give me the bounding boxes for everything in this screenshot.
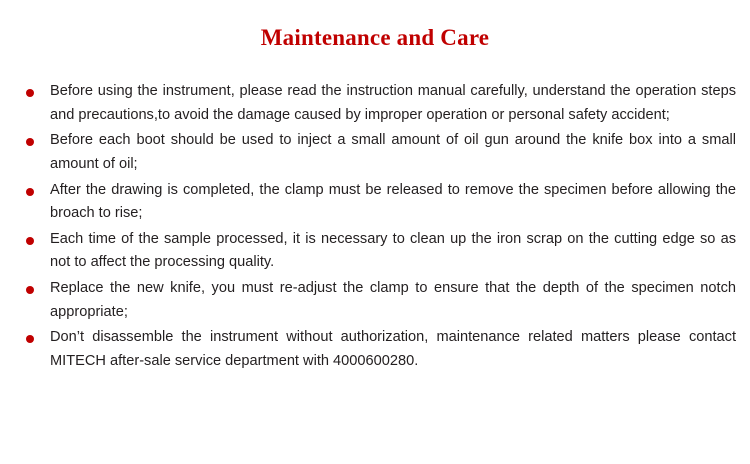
list-item-text: Each time of the sample processed, it is necessary to clean up the iron scrap on the cutting edge so as not to affect the processing quality. — [50, 230, 736, 271]
bullet-dot-icon — [10, 129, 50, 146]
bullet-dot-icon — [10, 179, 50, 196]
list-item — [10, 80, 738, 127]
list-item — [10, 228, 738, 275]
bullet-dot-icon — [10, 326, 50, 343]
list-item — [10, 179, 738, 226]
list-item — [10, 129, 738, 176]
bullet-dot-icon — [10, 80, 50, 97]
list-item-text: Before using the instrument, please read the instruction manual carefully, understand the operation steps and precautions,to avoid the damage caused by improper operation or personal safety accident; — [50, 83, 736, 123]
bullet-dot-icon — [10, 277, 50, 294]
bullet-dot-icon — [10, 228, 50, 245]
list-item — [10, 326, 738, 373]
maintenance-bullet-list — [10, 80, 738, 376]
list-item-text: Don’t disassemble the instrument without authorization, maintenance related matters please contact MITECH after-sale service department with 4000600280. — [50, 329, 736, 370]
list-item-text: Replace the new knife, you must re-adjust the clamp to ensure that the depth of the specimen notch appropriate; — [50, 280, 736, 320]
list-item — [10, 277, 738, 324]
list-item-text: After the drawing is completed, the clamp must be released to remove the specimen before allowing the broach to rise; — [50, 181, 736, 222]
page-title: Maintenance and Care — [260, 25, 490, 50]
list-item-text: Before each boot should be used to inject a small amount of oil gun around the knife box into a small amount of oil; — [50, 132, 736, 172]
